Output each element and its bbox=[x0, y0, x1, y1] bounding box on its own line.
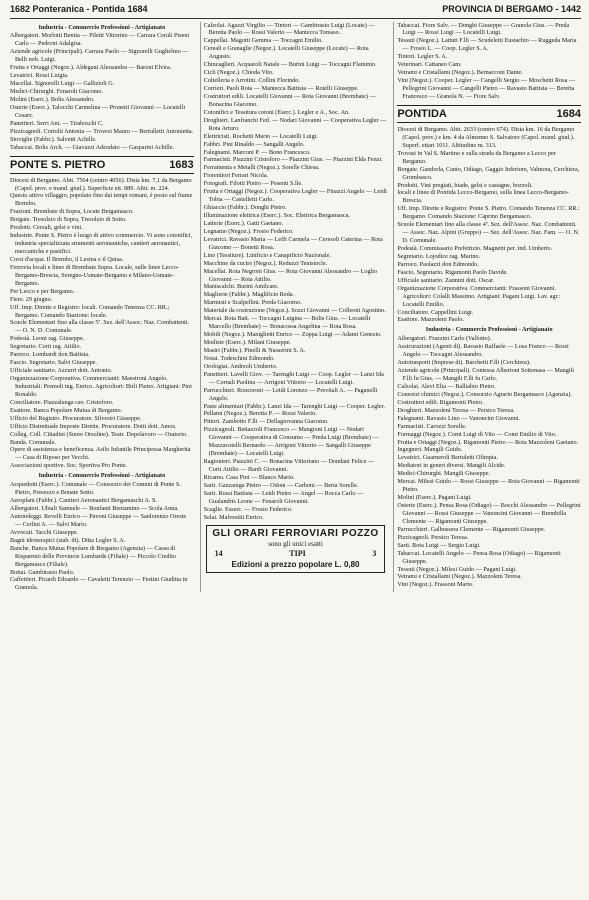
directory-entry: Vini (Negoz.). Frassoni Mario. bbox=[397, 581, 474, 589]
ad-types-row bbox=[209, 549, 383, 559]
directory-entry: Acquedotti (Eserc.). Comunale — Consorzio dei Comuni di Ponte S. Pietro, Presezzo e Bonate Sotto. bbox=[10, 481, 181, 497]
directory-entry: Fiorentiori Ferrari Nicola. bbox=[203, 172, 269, 180]
column-2 bbox=[200, 22, 388, 593]
directory-entry: Ghiaccio (Fabbr.). Donghi Pietro. bbox=[203, 204, 287, 212]
directory-entry: Macchine da cucire (Negoz.). Reduzzi Tenistocle. bbox=[203, 259, 328, 267]
directory-entry: Sarti. Gazzaniga Pietro — Odoni — Carboni — Berta Sorelle. bbox=[203, 481, 359, 489]
directory-entry: Medici-Chirurghi. Fenaroli Giacomo. bbox=[10, 88, 104, 96]
directory-entry: Vetrami e Cristallami (Negoz.). Bernacconi Dante. bbox=[397, 69, 523, 77]
directory-entry: Pizzicagnoli. Bettazzoli Francesco — Mangioni Luigi — Nodari Giovanni — Cooperativa di Consumo — Preda Luigi (Brembate) — Mazzucotelli Bernardo — Arrigoni Vittorio — Sangalli Giuseppe (Brembate) — Locatelli Luigi. bbox=[203, 426, 379, 458]
directory-entry: Trovasi in Val S. Martino e sulla strada da Bergamo a Lecco per Bergamo. bbox=[397, 149, 556, 165]
directory-entry: Cotonifici e Tessitura cotoni (Eserc.). Legler e A., Soc. An. bbox=[203, 108, 350, 116]
directory-entry: Autotrasporti (Imprese di). Barchetti F.lli (Cerchiera). bbox=[397, 359, 531, 367]
section-heading: Industria - Commercio Professioni - Artigianato bbox=[38, 23, 166, 31]
directory-entry: Tabaccai. Locatelli Angelo — Pensa Rosa (Odiago) — Rigamonti Giuseppe. bbox=[397, 549, 561, 565]
directory-entry: Frutta e Ortaggi (Negoz.). Aldegani Alessandra — Baroni Elvira. bbox=[10, 64, 172, 72]
directory-entry: Pittori. Zambotto F.lli — Dellagiovanna Giacomo. bbox=[203, 418, 329, 426]
directory-entry: Levatrici. Rossi Luigia. bbox=[10, 72, 69, 80]
entry-list bbox=[397, 335, 581, 589]
town-heading-ponte-s-pietro bbox=[10, 156, 194, 174]
town-name: PONTIDA bbox=[397, 107, 447, 120]
directory-entry: Esattore. Banca Popolare Mutua di Bergamo. bbox=[10, 406, 123, 414]
directory-entry: Avvocati. Tacchi Giuseppe. bbox=[10, 528, 79, 536]
directory-entry: Calzolai. Alevi Elia — Balliabio Pietro. bbox=[397, 382, 496, 390]
directory-entry: Notai. Todeschini Edmondo. bbox=[203, 354, 275, 362]
directory-entry: Panettieri. Serri Ant. — Tiraboschi C. bbox=[10, 119, 104, 127]
ad-number: 3 bbox=[372, 549, 377, 559]
directory-entry: Industrie. Ponte S. Pietro è luogo di attivo commercio. Vi sono cotonifici, industria specializzata strumenti aeronautiche, cantieri aeronautici, meccaniche e pastifici. bbox=[10, 232, 193, 256]
directory-entry: Osterie (Eserc.). Talocchi Carmelina — Pronetti Giovanni — Locatelli Cesare. bbox=[10, 103, 186, 119]
directory-entry: Organizzazione Corporativa. Commercianti: Maestroni Angelo. Industriali: Premoli ing. Enrico. Agricoltori: Birli Pietro. Artigiani: Pini Ronaldo. bbox=[10, 375, 192, 398]
entry-list bbox=[397, 22, 581, 101]
directory-entry: Borgate. Tresolzio di Sopra, Tresolzio di Sotto. bbox=[10, 216, 127, 224]
directory-entry: Mercai. Milesi Guido — Rossi Giuseppe — Rota Giovanni — Rigamonti Pietro. bbox=[397, 478, 580, 494]
directory-entry: Tessuti (Negoz.). Milesi Guido — Pagani Luigi. bbox=[397, 565, 517, 573]
town-number: 1684 bbox=[556, 107, 582, 120]
directory-entry: Bagni idroterapici (stab. di). Ditta Legler S. A. bbox=[10, 536, 126, 544]
directory-entry: Borgate. Gandorla, Canto, Odiago, Gaggio Inferiore, Valmora, Cerchiera, Grombasco. bbox=[397, 165, 580, 181]
directory-entry: Legname (Negoz.). Frosio Federico. bbox=[203, 227, 294, 235]
directory-entry: Fotografi. Filotti Pietro — Pesenti S.lle. bbox=[203, 180, 303, 188]
directory-entry: Marmisti e Scalpellini. Preda Giacomo. bbox=[203, 299, 302, 307]
directory-entry: Aeroplani (Fabbr.). Cantieri Aeronautici Bergamaschi A. S. bbox=[10, 497, 157, 505]
directory-entry: Pizzicagnoli. Cortolti Antonia — Trovesi Mauro — Bertulletti Antonietta. bbox=[10, 127, 194, 135]
town-number: 1683 bbox=[169, 158, 194, 171]
town-name: PONTE S. PIETRO bbox=[10, 158, 106, 171]
ad-subtitle: sono gli unici esatti bbox=[268, 540, 323, 549]
header-right: PROVINCIA DI BERGAMO - 1442 bbox=[442, 4, 581, 14]
directory-entry: Formaggi (Negoz.). Comi Luigi di Vito — Comi Emilio di Vito. bbox=[397, 430, 557, 438]
directory-entry: Stoviglie (Fabbr.). Salvetti Achille. bbox=[10, 135, 97, 143]
ad-count: 14 bbox=[214, 549, 223, 559]
directory-entry: Podestà. Leoni rag. Giuseppe. bbox=[10, 335, 85, 343]
advertisement-box bbox=[206, 525, 386, 573]
section-heading: Industria - Commercio Professioni - Artigianato bbox=[425, 326, 553, 334]
directory-entry: Mediatori in generi diversi. Mangili Alcide. bbox=[397, 462, 506, 470]
header-left: 1682 Ponteranica - Pontida 1684 bbox=[10, 4, 148, 14]
entry-list bbox=[204, 22, 388, 522]
directory-entry: Calzolai. Agazzi Virgilio — Tintori — Gambirasio Luigi (Locate) — Beretta Paolo — Rossi Valerio — Mantecca Tomaso. bbox=[203, 21, 375, 37]
directory-entry: Coltelleria e Arrotini. Collini Florindo. bbox=[203, 77, 300, 85]
directory-entry: Pellami (Negoz.). Beretta P. — Rossi Valerio. bbox=[203, 410, 317, 418]
directory-entry: Albergatori. Morlotti Benita — Piletti Vittorino — Carrara Ceruli Piseni Carlo — Pedroni Adalgisa. bbox=[10, 32, 190, 48]
directory-entry: Bottai. Gambirasio Paolo. bbox=[10, 568, 75, 576]
directory-entry: Maniscalchi. Burini Amilcare. bbox=[203, 283, 279, 291]
directory-entry: Ufficiale sanitario. Azzurri dott. Antonio. bbox=[10, 367, 113, 375]
directory-entry: Mercai. Rota Batt. — Toccagni Luigina — Bolis Gius. — Locatelli Marcello (Brembate) — Bonacossa Angelina — Rota Rosa. bbox=[203, 315, 371, 331]
directory-entry: Organizzazione Corporativa. Commercianti: Frassoni Giovanni. Agricoltori: Colalli Massimo. Artigiani: Pagani Luigi. Lav. agr.: Locatelli Emilio. bbox=[397, 284, 561, 308]
directory-entry: Ufficio del Registro. Procuratore. Silvestri Giuseppe. bbox=[10, 414, 142, 422]
directory-entry: Droghieri. Lanfranchi Fed. — Nodari Giovanni — Cooperativa Legler — Rota Arturo. bbox=[203, 116, 387, 132]
town-heading-pontida bbox=[397, 105, 581, 123]
directory-entry: Diocesi di Bergamo. Abit. 2633 (centro 674). Dista km. 16 da Bergamo (Capol. prov.) e km. 4 da Almenno S. Salvatore (Capol. mand. giud.). Superf. ettari 1011. Altitudine m. 313. bbox=[397, 125, 575, 149]
directory-entry: Conciliatore. Cappellini Luigi. bbox=[397, 308, 474, 316]
directory-entry: Prodotti. Vini pregiati, biade, gelsi e castagne, bozzoli. bbox=[397, 181, 533, 189]
directory-entry: Fascio. Segretario. Rigamonti Paolo Davide. bbox=[397, 268, 508, 276]
directory-entry: Albergatori. Ubiali Samuele — Bonfanti Beniamino — Scola Anna. bbox=[10, 505, 179, 513]
directory-entry: Costruttori edili. Locatelli Giovanni — Rota Giovanni (Brembate) — Bonacina Giacomo. bbox=[203, 92, 376, 108]
directory-entry: Tabaccai. Fiore Salv. — Donghi Giuseppe — Granola Gius. — Preda Luigi — Rossi Luigi — Locatelli Luigi. bbox=[397, 21, 570, 37]
directory-entry: Paste alimentari (Fabbr.). Lanzi Ida — Tarenghi Luigi — Cooper. Legler. bbox=[203, 402, 385, 410]
directory-entry: Parroco. Paolazzi don Edmondo. bbox=[397, 260, 479, 268]
entry-list bbox=[10, 481, 194, 592]
directory-entry: Assicurazioni (Agenti di). Ravasio Raffaele — Losa Franco — Rossi Angelo — Toccagni Alessandro. bbox=[397, 343, 569, 359]
directory-entry: Banda. Comunale. bbox=[10, 438, 56, 446]
directory-entry: Macellai. Rota Negroni Gius. — Rota Giovanni Alessandro — Loglio Giovanni — Rota Attilio. bbox=[203, 267, 378, 283]
column-3 bbox=[393, 22, 581, 593]
directory-entry: Pizzicagnoli. Persico Teresa. bbox=[397, 533, 469, 541]
directory-entry: Fiere. 29 giugno. bbox=[10, 295, 53, 303]
directory-entry: Parrucchieri. Galbussera Clemente — Rigamonti Giuseppe. bbox=[397, 525, 546, 533]
directory-entry: Ragionieri. Piazzini C. — Bonacina Vittoriano — Dondani Felice — Corti Attilio — Banfi Giovanni. bbox=[203, 458, 375, 474]
directory-entry: Diocesi di Bergamo. Abit. 7564 (centro 4056). Dista km. 7,1 da Bergamo (Capol. prov. e mand. giud.). Superficie ett. 889. Altit. m. 224. bbox=[10, 176, 192, 192]
directory-entry: Chincaglieri. Acquaroli Natale — Burini Luigi — Toccagni Flaminio. bbox=[203, 61, 377, 69]
directory-entry: Vetrami e Cristallami (Negoz.). Mazzoleni Teresa. bbox=[397, 573, 522, 581]
directory-entry: Cicli (Negoz.). Chioda Vito. bbox=[203, 69, 274, 77]
directory-entry: Mobili (Negoz.). Maniglietti Enrico — Zoppa Luigi — Adami Genesio. bbox=[203, 331, 382, 339]
directory-entry: Macellai. Signorelli Luigi — Gallizioli G. bbox=[10, 80, 115, 88]
directory-entry: Scuole Elementari fino alla classe 4ª. Sez. dell'Assoc. Naz. Combattenti. — Assoc. Naz. Alpini (Gruppo) — Sez. dell'Assoc. Naz. Fam. — O. N. D. Comunale. bbox=[397, 221, 580, 245]
directory-entry: Ufficiale sanitario. Zannini dott. Oscar. bbox=[397, 276, 495, 284]
directory-entry: Ricamo. Casa Pini — Blanco Mario. bbox=[203, 473, 295, 481]
directory-entry: Ufficio Distrettuale Imposte Dirette. Procuratore. Dotti dott. Amos. bbox=[10, 422, 177, 430]
directory-entry: Levatrici. Ravasio Maria — Leffi Carmela — Ceresoli Caterina — Rota Giacomo — Bonetti Rosa. bbox=[203, 235, 383, 251]
directory-entry: Ferrovia locali e linee di Brembate Sopra. Locale, sulle linee Lecco-Bergamo-Brescia, Seregno-Usmate-Bergamo e Milano-Usmate-Bergamo. bbox=[10, 263, 180, 287]
directory-entry: Frutta e Ortaggi (Negoz.). Cooperativa Legler — Finazzi Angelo — Leidi Tobia — Castelletti Carlo. bbox=[203, 188, 387, 204]
directory-entry: Molini (Eserc.). Pagani Luigi. bbox=[397, 494, 472, 502]
directory-entry: Questo attivo villaggio, popolato fino dai tempi romani, è posto sul fiume Brembo. bbox=[10, 192, 193, 208]
directory-entry: Caffettieri. Picardi Edoardo — Cavaletti Terenzio — Festini Giuditta in Gramola. bbox=[10, 576, 188, 592]
ad-price: Edizioni a prezzo popolare L. 0,80 bbox=[231, 559, 360, 569]
ad-types: TIPI bbox=[289, 549, 306, 559]
directory-entry: Fascio. Segretario. Salvi Giuseppe. bbox=[10, 359, 97, 367]
directory-entry: locali e linee di Pontida Lecco-Bergamo, sulla linea Lecco-Bergamo-Brescia. bbox=[397, 189, 569, 205]
directory-entry: Colleg. Coll. Cittadini (Suore Orsoline). Teatr. Dopolavoro — Oratorio. bbox=[10, 430, 188, 438]
directory-entry: Segretario. Lojodice rag. Marino. bbox=[397, 252, 481, 260]
directory-entry: Consorzi chimici (Negoz.). Consorzio Agrario Bergamasco (Agenzia). bbox=[397, 390, 572, 398]
directory-entry: Frutta e Ortaggi (Negoz.). Rigamonti Pietro — Rota Mazzoleni Gaetano. bbox=[397, 438, 579, 446]
ad-title: GLI ORARI FERROVIARI POZZO bbox=[212, 527, 379, 539]
directory-entry: Orologiai. Andreoli Umberto. bbox=[203, 362, 278, 370]
directory-entry: Ingegneri. Mangili Guido. bbox=[397, 446, 463, 454]
directory-entry: Lino (Tessiture). Linificio e Canapificio Nazionale. bbox=[203, 251, 331, 259]
directory-entry: Farmacisti. Carozzi Sorelle. bbox=[397, 422, 467, 430]
directory-entry: Vini (Negoz.). Cooper. Legler — Cangelli Sergio — Moschetti Rosa — Pellegrini Giovanni — Cangelli Pietro — Ravasio Battista — Beretta Francesco — Granola N. — Fiore Salv. bbox=[397, 77, 576, 100]
directory-entry: Uff. Imp. Dirette e Registro: locali. Comando Tenenza CC. RR.; Bergamo. Comando Stazione: locale. bbox=[10, 303, 170, 319]
directory-entry: Frazioni. Brembate di Sopra, Locate Bergamasco. bbox=[10, 208, 134, 216]
directory-entry: Levatrici. Guarnerolì Bertuletti Olimpia. bbox=[397, 454, 498, 462]
directory-entry: Selai. Malvestiti Enrico. bbox=[203, 513, 264, 521]
directory-entry: Parroco. Lombardi don Battista. bbox=[10, 351, 90, 359]
directory-entry: Latterie (Eserc.). Gatti Gaetano. bbox=[203, 219, 284, 227]
directory-entry: Costruttori edili. Rigamonti Pietro. bbox=[397, 398, 484, 406]
directory-entry: Elettricisti. Rochetti Mario — Locatelli Luigi. bbox=[203, 132, 318, 140]
directory-entry: Esattore. Mazzoleni Paolo. bbox=[397, 316, 465, 324]
directory-entry: Medici-Chirurghi. Mangili Giuseppe. bbox=[397, 470, 491, 478]
directory-entry: Aziende agricole (Principali). Contessa Albertoni Sottonasa — Mangili F.lli fu Gius. — Mangili F.lli fu Carlo. bbox=[397, 367, 574, 383]
directory-entry: Droghieri. Mazzoleni Teresa — Persico Teresa. bbox=[397, 406, 515, 414]
directory-entry: Banche. Banca Mutua Popolare di Bergamo (Agenzia) — Cassa di Risparmio delle Provincie Lombarde (Filiale) — Piccolo Credito Bergamasco (Filiale). bbox=[10, 544, 177, 568]
entry-list bbox=[10, 177, 194, 471]
directory-entry: Fabbri. Pini Rinaldo — Sangalli Angelo. bbox=[203, 140, 305, 148]
directory-entry: Albergatori. Frazzini Carlo (Vallotto). bbox=[397, 335, 492, 343]
directory-entry: Materiale da costruzione (Negoz.). Sozzi Giovanni — Colleoni Agostino. bbox=[203, 307, 386, 315]
directory-entry: Parrucchieri. Roncoroni — Leidi Lorenzo — Previtali A. — Paganelli Angelo. bbox=[203, 386, 378, 402]
column-1 bbox=[10, 22, 194, 593]
directory-entry: Podestà. Commissario Prefettizio. Magnetti per. ind. Umberto. bbox=[397, 245, 553, 253]
directory-entry: Segretario. Corti rag. Attilio. bbox=[10, 343, 82, 351]
directory-entry: Falegnami. Marconi P. — Bono Francesco. bbox=[203, 148, 311, 156]
directory-entry: Cappellai. Magotti Gemma — Toccagni Emilio. bbox=[203, 37, 323, 45]
directory-entry: Associazioni sportive. Soc. Sportiva Pro Ponte. bbox=[10, 462, 128, 470]
directory-entry: Aziende agricole (Principali). Carrara Paolo — Signorelli Guglielmo — Belli nob. Luigi. bbox=[10, 48, 189, 64]
directory-entry: Panettieri. Lavelli Giov. — Tarenghi Luigi — Coop. Legler — Lanzi Ida — Cornali Paolina — Arrigoni Vittorio — Locatelli Luigi. bbox=[203, 370, 384, 386]
directory-entry: Molini (Eserc.). Bolis Alessandro. bbox=[10, 95, 95, 103]
directory-entry: Uff. Imp. Dirette e Registro: Ponte S. Pietro. Comando Tenenza CC. RR.: Bergamo. Comando Stazione: Caprino Bergamasco. bbox=[397, 205, 580, 221]
entry-list bbox=[10, 32, 194, 151]
directory-entry: Scaglie. Esserc. — Frosio Federico. bbox=[203, 505, 293, 513]
directory-entry: Farmacisti. Piazzini Cristoforo — Piazzini Gius. — Piazzini Elda Fenzi. bbox=[203, 156, 383, 164]
columns bbox=[10, 22, 581, 593]
directory-entry: Sarti. Rossi Battista — Leidi Pietro — Angel — Rocca Carlo — Gualandris Leone — Fenaroli Giovanni. bbox=[203, 489, 364, 505]
directory-entry: Tintori. Legler S. A. bbox=[397, 53, 448, 61]
directory-entry: Ferramenta e Metalli (Negoz.). Sorelle Chiesa. bbox=[203, 164, 320, 172]
directory-entry: Falegnami. Ravasio Lino — Vanoncini Giovanni. bbox=[397, 414, 521, 422]
directory-entry: Tabaccai. Bolis Arch. — Giavazzi Adeodato — Gasparini Achille. bbox=[10, 143, 174, 151]
directory-entry: Tessuti (Negoz.). Lattuti F.lli — Scudeletti Eustachio — Ruggeda Maria — Frosio L. — Coop. Legler S. A. bbox=[397, 37, 577, 53]
directory-entry: Veterinari. Cattaneo Cam. bbox=[397, 61, 462, 69]
directory-entry: Per Lecco e per Bergamo. bbox=[10, 287, 75, 295]
section-heading: Industria - Commercio Professioni - Artigianato bbox=[38, 472, 166, 480]
entry-list bbox=[397, 126, 581, 324]
directory-entry: Cereali e Granaglie (Negoz.). Locatelli Giuseppe (Locate) — Rota Augusto. bbox=[203, 45, 369, 61]
directory-entry: Sarti. Rota Luigi — Sergio Luigi. bbox=[397, 541, 481, 549]
directory-entry: Mastri (Fabbr.). Pinelli & Nasserini S. A. bbox=[203, 346, 306, 354]
directory-entry: Corsi d'acqua. Il Brembo, il Lesina e il Quisa. bbox=[10, 255, 124, 263]
directory-entry: Modiste (Eserc.). Milani Giuseppe. bbox=[203, 339, 291, 347]
directory-entry: Opere di assistenza e beneficenza. Asilo Infantile Principessa Margherita — Casa di Riposo per Vecchi. bbox=[10, 446, 191, 462]
directory-entry: Illuminazione elettrica (Eserc.). Soc. Elettrica Bergamasca. bbox=[203, 212, 351, 220]
directory-entry: Autonoleggi. Revelli Enrico — Pavoni Giuseppe — Sanlorenzo Oreste — Cerlini A. — Salvi Mario. bbox=[10, 512, 187, 528]
directory-entry: Corrieri. Paoli Rota — Mantecca Battista — Rotelli Giuseppe. bbox=[203, 85, 359, 93]
directory-entry: Prodotti. Cereali, gelsi e vini. bbox=[10, 224, 83, 232]
directory-entry: Scuole Elementari fino alla classe 5ª. Sez. dell'Assoc. Naz. Combattenti. — O. N. D. Comunale. bbox=[10, 319, 190, 335]
directory-entry: Maglierie (Fabbr.). Maglificio Reda. bbox=[203, 291, 295, 299]
page-header bbox=[10, 4, 581, 19]
directory-entry: Osterie (Eserc.). Pensa Rosa (Odiago) — Bocchi Alessandro — Pellegrini Giovanni — Rossi Giuseppe — Vanoncini Giovanni — Brembilla Clemente — Rigamonti Giuseppe. bbox=[397, 502, 581, 525]
directory-entry: Conciliatore. Piazzalunga cav. Cristoforo. bbox=[10, 398, 114, 406]
